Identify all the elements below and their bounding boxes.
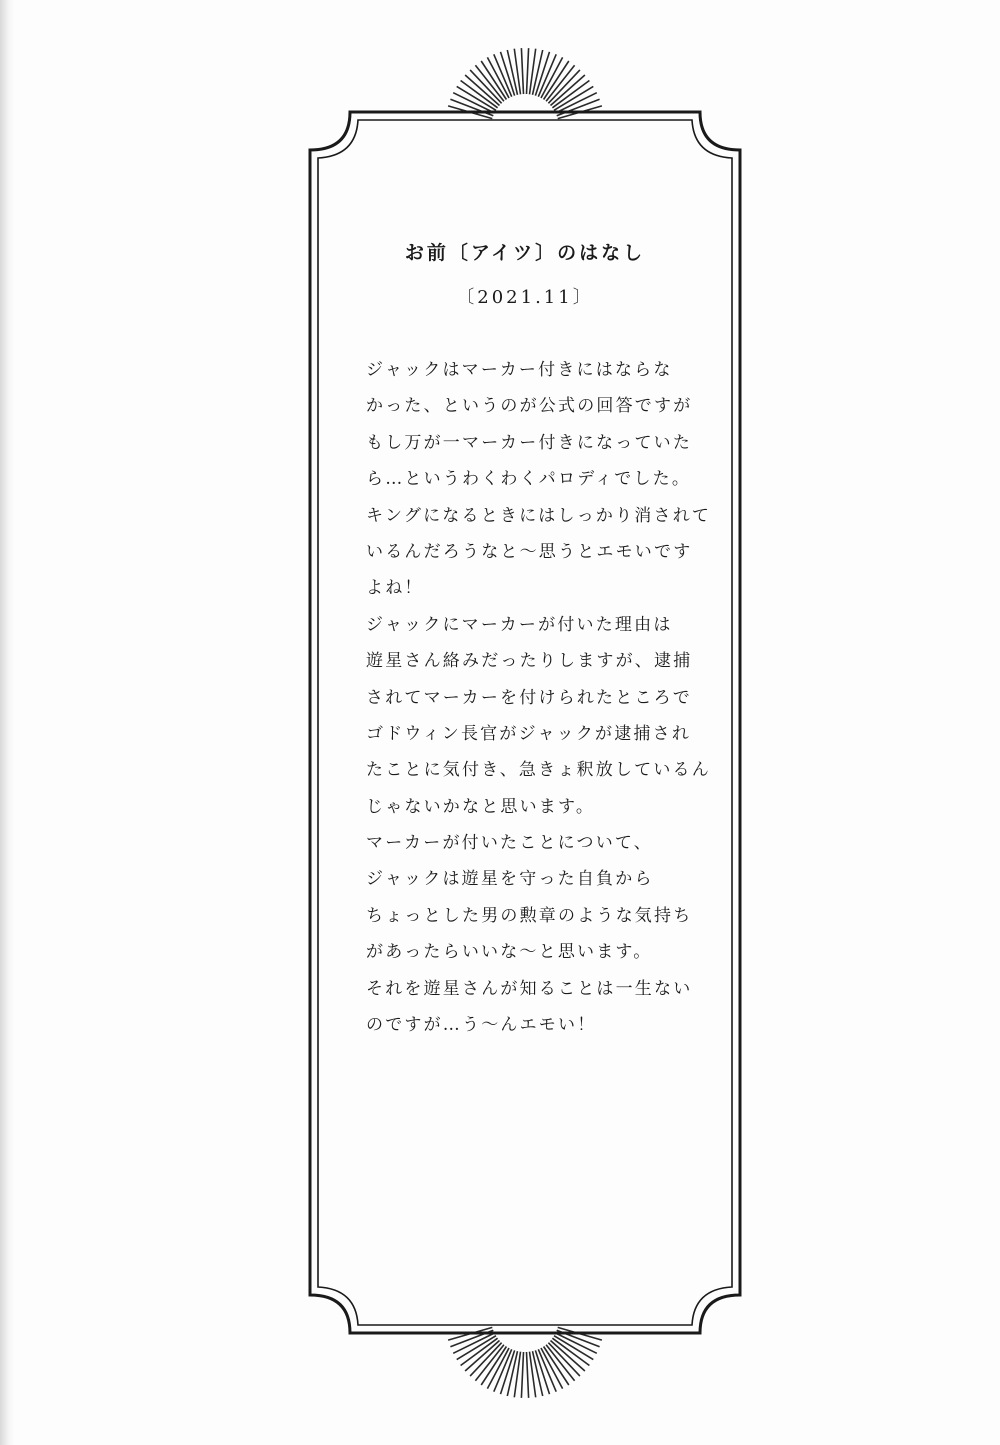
text-line: じゃないかなと思います。 <box>366 796 596 817</box>
text-line: ちょっとした男の勲章のような気持ち <box>366 905 693 926</box>
sunburst-top-ornament <box>448 48 602 119</box>
text-line: よね！ <box>366 578 424 599</box>
date-label: 〔2021.11〕 <box>456 287 594 308</box>
sunburst-ray <box>527 48 529 94</box>
sunburst-bottom-ornament <box>448 1327 602 1398</box>
text-line: 遊星さん絡みだったりしますが、逮捕 <box>366 651 693 672</box>
sunburst-ray <box>544 61 569 100</box>
sunburst-ray <box>481 1347 506 1386</box>
sunburst-ray <box>544 1347 569 1386</box>
text-line: キングになるときにはしっかり消されて <box>366 505 712 526</box>
text-line: されてマーカーを付けられたところで <box>366 687 692 708</box>
sunburst-ray <box>521 1352 523 1398</box>
text-line: もし万が一マーカー付きになっていた <box>366 432 693 453</box>
text-line: マーカーが付いたことについて、 <box>366 833 653 854</box>
text-line: それを遊星さんが知ることは一生ない <box>366 978 693 999</box>
text-line: ジャックはマーカー付きにはならな <box>366 360 673 380</box>
sunburst-ray <box>521 48 523 94</box>
sunburst-ray <box>527 1352 529 1398</box>
text-line: ゴドウィン長官がジャックが逮捕され <box>366 723 692 744</box>
page-title: お前〔アイツ〕のはなし <box>404 242 646 264</box>
text-line: いるんだろうなと～思うとエモいです <box>366 541 693 562</box>
text-line: があったらいいな～と思います。 <box>366 942 653 963</box>
text-line: かった、というのが公式の回答ですが <box>366 396 693 417</box>
sunburst-ray <box>481 61 506 100</box>
text-line: ジャックは遊星を守った自負から <box>366 869 654 890</box>
text-line: ジャックにマーカーが付いた理由は <box>366 614 673 635</box>
body-text <box>366 352 712 1043</box>
text-line: のですが…う～んエモい！ <box>366 1015 597 1036</box>
text-line: たことに気付き、急きょ釈放しているん <box>366 760 711 781</box>
text-line: ら…というわくわくパロディでした。 <box>366 469 692 490</box>
